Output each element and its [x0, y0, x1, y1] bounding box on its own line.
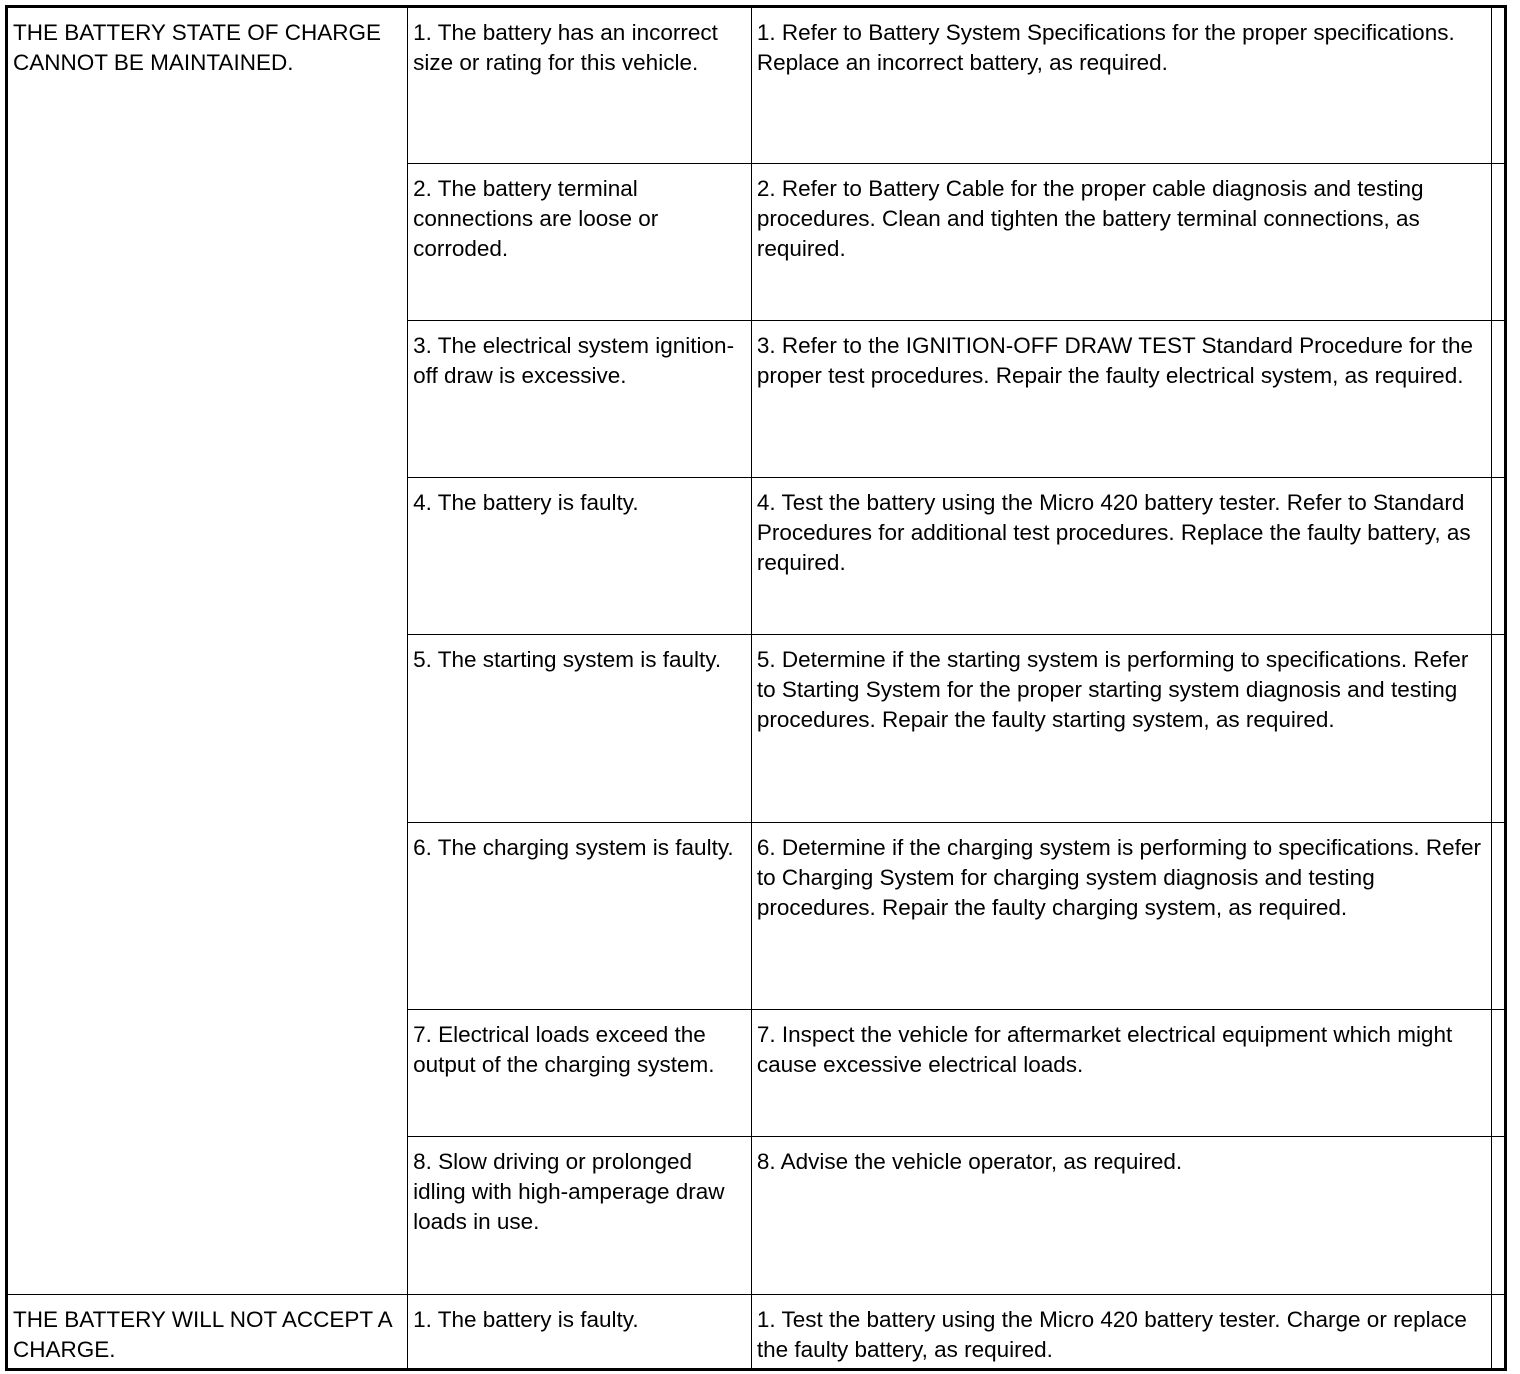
table-row — [7, 7, 1506, 164]
blank-cell — [1491, 635, 1505, 823]
cause-cell: 2. The battery terminal connections are loose or corroded. — [408, 164, 752, 321]
blank-cell — [1491, 1010, 1505, 1137]
blank-cell — [1491, 823, 1505, 1010]
correction-cell: 3. Refer to the IGNITION-OFF DRAW TEST Standard Procedure for the proper test procedures. Repair the faulty electrical system, as required. — [751, 321, 1491, 478]
blank-cell — [1491, 478, 1505, 635]
blank-cell — [1491, 7, 1505, 164]
condition-cell: THE BATTERY WILL NOT ACCEPT A CHARGE. — [7, 1295, 408, 1370]
battery-diagnosis-table — [5, 5, 1507, 1371]
blank-cell — [1491, 1295, 1505, 1370]
cause-cell: 8. Slow driving or prolonged idling with high-amperage draw loads in use. — [408, 1137, 752, 1295]
cause-cell: 3. The electrical system ignition-off draw is excessive. — [408, 321, 752, 478]
condition-cell: THE BATTERY STATE OF CHARGE CANNOT BE MAINTAINED. — [7, 7, 408, 1295]
cause-cell: 7. Electrical loads exceed the output of the charging system. — [408, 1010, 752, 1137]
correction-cell: 2. Refer to Battery Cable for the proper cable diagnosis and testing procedures. Clean and tighten the battery terminal connections, as required. — [751, 164, 1491, 321]
correction-cell: 5. Determine if the starting system is performing to specifications. Refer to Starting System for the proper starting system diagnosis and testing procedures. Repair the faulty starting system, as required. — [751, 635, 1491, 823]
table-row — [7, 1295, 1506, 1370]
correction-cell: 6. Determine if the charging system is performing to specifications. Refer to Charging System for charging system diagnosis and testing procedures. Repair the faulty charging system, as required. — [751, 823, 1491, 1010]
cause-cell: 1. The battery has an incorrect size or rating for this vehicle. — [408, 7, 752, 164]
blank-cell — [1491, 1137, 1505, 1295]
correction-cell: 1. Refer to Battery System Specifications for the proper specifications. Replace an incorrect battery, as required. — [751, 7, 1491, 164]
cause-cell: 5. The starting system is faulty. — [408, 635, 752, 823]
correction-cell: 4. Test the battery using the Micro 420 battery tester. Refer to Standard Procedures for additional test procedures. Replace the faulty battery, as required. — [751, 478, 1491, 635]
cause-cell: 4. The battery is faulty. — [408, 478, 752, 635]
blank-cell — [1491, 321, 1505, 478]
correction-cell: 7. Inspect the vehicle for aftermarket electrical equipment which might cause excessive electrical loads. — [751, 1010, 1491, 1137]
cause-cell: 1. The battery is faulty. — [408, 1295, 752, 1370]
correction-cell: 8. Advise the vehicle operator, as required. — [751, 1137, 1491, 1295]
blank-cell — [1491, 164, 1505, 321]
cause-cell: 6. The charging system is faulty. — [408, 823, 752, 1010]
correction-cell: 1. Test the battery using the Micro 420 battery tester. Charge or replace the faulty battery, as required. — [751, 1295, 1491, 1370]
